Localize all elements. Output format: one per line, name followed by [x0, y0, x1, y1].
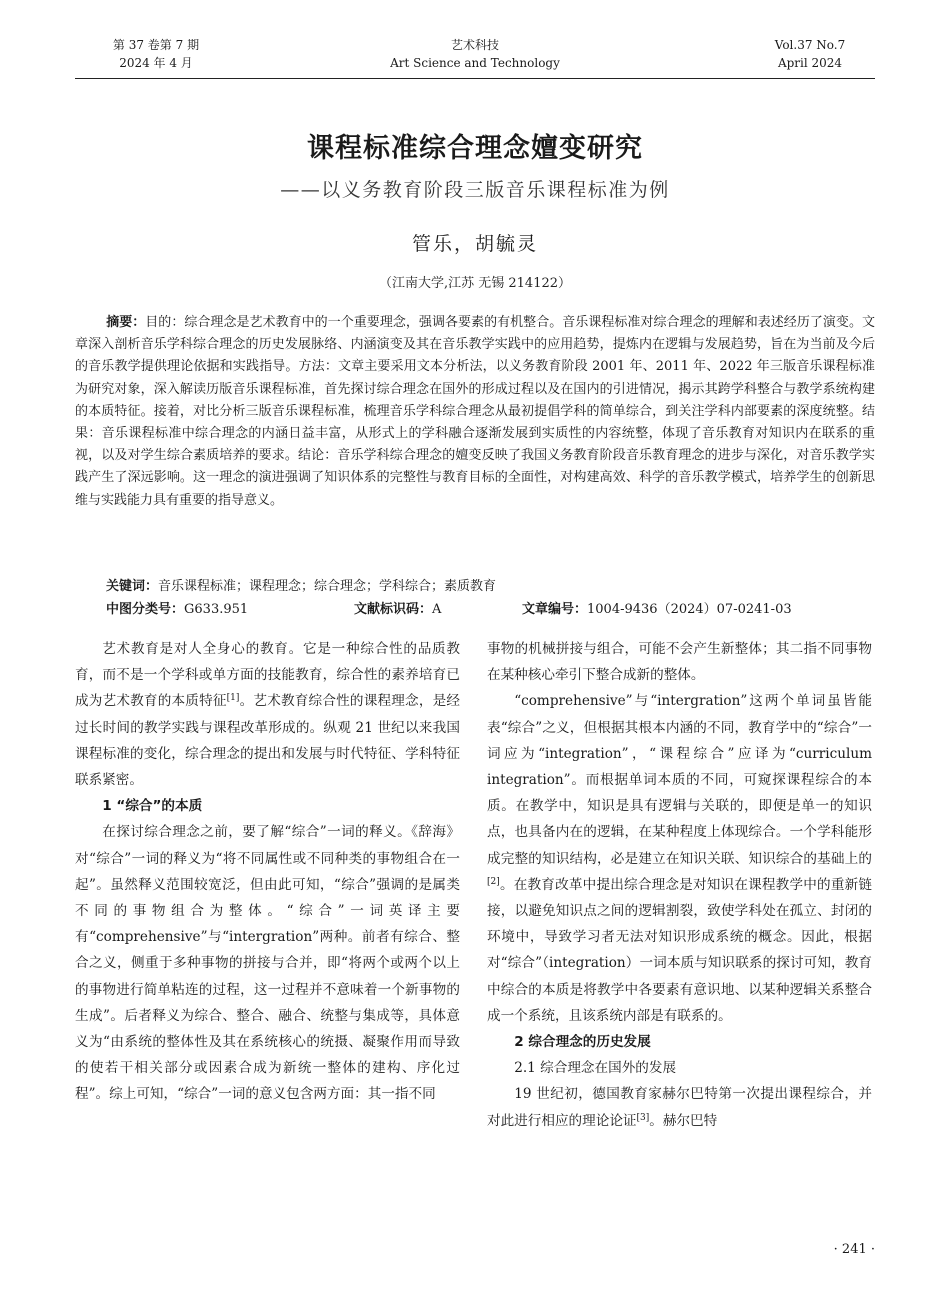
affiliation: （江南大学,江苏 无锡 214122）	[378, 276, 572, 291]
clc-code	[106, 599, 248, 621]
paper-subtitle: ——以义务教育阶段三版音乐课程标准为例	[280, 179, 670, 201]
citation-3: [3]	[636, 1112, 650, 1123]
article-value: 1004-9436（2024）07-0241-03	[587, 602, 792, 617]
subsection-heading-2-1: 2.1 综合理念在国外的发展	[514, 1060, 677, 1077]
paragraph-intro-text: 艺术教育是对人全身心的教育。它是一种综合性的品质教育，而不是一个学科或单方面的技能教育，综合性的素养培育已成为艺术教育的本质特征	[75, 641, 460, 710]
paragraph-intro-end: 。艺术教育综合性的课程理念，是经过长时间的教学实践与课程改革形成的。纵观 21 世纪以来我国课程标准的变化，综合理念的提出和发展与时代特征、学科特征联系紧密。	[75, 693, 461, 789]
paragraph-integration-end: 。在教育改革中提出综合理念是对知识在课程教学中的重新链接，以避免知识点之间的逻辑割裂，致使学科处在孤立、封闭的环境中，导致学习者无法对知识形成系统的概念。因此，根据对“综合”（integration）一词本质与知识联系的探讨可知，教育中综合的本质是将教学中各要素有意识地、以某种逻辑关系整合成一个系统，且该系统内部是有联系的。	[487, 876, 872, 1024]
journal-volume-en	[760, 36, 860, 72]
journal-name	[375, 36, 575, 72]
paragraph-definition: 在探讨综合理念之前，要了解“综合”一词的释义。《辞海》对“综合”一词的释义为“将不同属性或不同种类的事物组合在一起”。虽然释义范围较宽泛，但由此可知，“综合”强调的是属类不同的事物组合为整体。“综合”一词英译主要有“comprehensive”与“intergration”两种。前者有综合、整合之义，侧重于多种事物的拼接与合并，即“将两个或两个以上的事物进行简单粘连的过程，这一过程并不意味着一个新事物的生成”。后者释义为综合、整合、融合、统整与集成等，具体意义为“由系统的整体性及其在系统核心的统摄、凝聚作用而导致的使若干相关部分或因素合成为新统一整体的建构、序化过程”。综上可知，“综合”一词的意义包含两方面：其一指不同	[75, 824, 460, 1103]
body-column-right	[487, 636, 872, 1134]
issue-date: 2024 年 4 月	[119, 56, 193, 70]
doc-label: 文献标识码：	[354, 602, 433, 617]
paragraph-herbart-text: 19 世纪初，德国教育家赫尔巴特第一次提出课程综合，并对此进行相应的理论论证	[487, 1086, 872, 1129]
abstract-label: 摘要：	[106, 315, 146, 330]
article-number	[522, 599, 792, 621]
paragraph-herbart	[487, 1081, 872, 1133]
journal-name-en: Art Science and Technology	[390, 56, 560, 70]
clc-label: 中图分类号：	[106, 602, 185, 617]
section-heading-2: 2 综合理念的历史发展	[514, 1034, 651, 1051]
keywords	[106, 576, 876, 598]
header-rule	[75, 78, 875, 79]
issue-date-en: April 2024	[777, 56, 843, 70]
abstract-text: 目的：综合理念是艺术教育中的一个重要理念，强调各要素的有机整合。音乐课程标准对综合理念的理解和表述经历了演变。文章深入剖析音乐学科综合理念的历史发展脉络、内涵演变及其在音乐教学实践中的应用趋势，提炼内在逻辑与发展趋势，旨在为当前及今后的音乐教学提供理论依据和实践指导。方法：文章主要采用文本分析法，以义务教育阶段 2001 年、2011 年、2022 年三版音乐课程标准为研究对象，深入解读历版音乐课程标准，首先探讨综合理念在国外的形成过程以及在国内的引进情况，揭示其跨学科整合与教学系统构建的本质特征。接着，对比分析三版音乐课程标准，梳理音乐学科综合理念从最初提倡学科的简单综合，到关注学科内部要素的深度统整。结果：音乐课程标准中综合理念的内涵日益丰富，从形式上的学科融合逐渐发展到实质性的内容统整，体现了音乐教育对知识内在联系的重视，以及对学生综合素质培养的要求。结论：音乐学科综合理念的嬗变反映了我国义务教育阶段音乐教育理念的进步与深化，对音乐教学实践产生了深远影响。这一理念的演进强调了知识体系的完整性与教育目标的全面性，对构建高效、科学的音乐教学模式，培养学生的创新思维与实践能力具有重要的指导意义。	[75, 315, 875, 508]
volume-issue: 第 37 卷第 7 期	[112, 38, 200, 52]
paragraph-intro	[75, 636, 460, 793]
paragraph-herbart-end: 。赫尔巴特	[649, 1112, 718, 1129]
authors: 管乐，胡毓灵	[411, 233, 538, 255]
article-label: 文章编号：	[522, 602, 588, 617]
journal-volume-info	[96, 36, 216, 72]
clc-value: G633.951	[184, 602, 249, 617]
doc-value: A	[432, 602, 442, 617]
paragraph-integration-text: “comprehensive”与“intergration”这两个单词虽皆能表“综合”之义，但根据其根本内涵的不同，教育学中的“综合”一词应为“integration”，“课程综合”应译为“curriculum integration”。而根据单词本质的不同，可窥探课程综合的本质。在教学中，知识是具有逻辑与关联的，即便是单一的知识点，也具备内在的逻辑，在某种程度上体现综合。一个学科能形成完整的知识结构，必是建立在知识关联、知识综合的基础上的	[487, 693, 872, 867]
volume-issue-en: Vol.37 No.7	[774, 38, 846, 52]
paper-title: 课程标准综合理念嬗变研究	[307, 133, 643, 164]
abstract	[75, 312, 875, 512]
keywords-text: 音乐课程标准；课程理念；综合理念；学科综合；素质教育	[158, 579, 497, 594]
body-column-left	[75, 636, 460, 1108]
keywords-label: 关键词：	[106, 579, 159, 594]
page-number: · 241 ·	[833, 1242, 875, 1257]
citation-1: [1]	[226, 693, 240, 704]
doc-code	[354, 599, 441, 621]
paragraph-definition-cont: 事物的机械拼接与组合，可能不会产生新整体；其二指不同事物在某种核心牵引下整合成新的整体。	[487, 641, 872, 684]
section-heading-1: 1 “综合”的本质	[102, 798, 203, 815]
journal-name-cn: 艺术科技	[450, 38, 499, 52]
paragraph-integration	[487, 688, 872, 1029]
citation-2: [2]	[487, 876, 500, 887]
